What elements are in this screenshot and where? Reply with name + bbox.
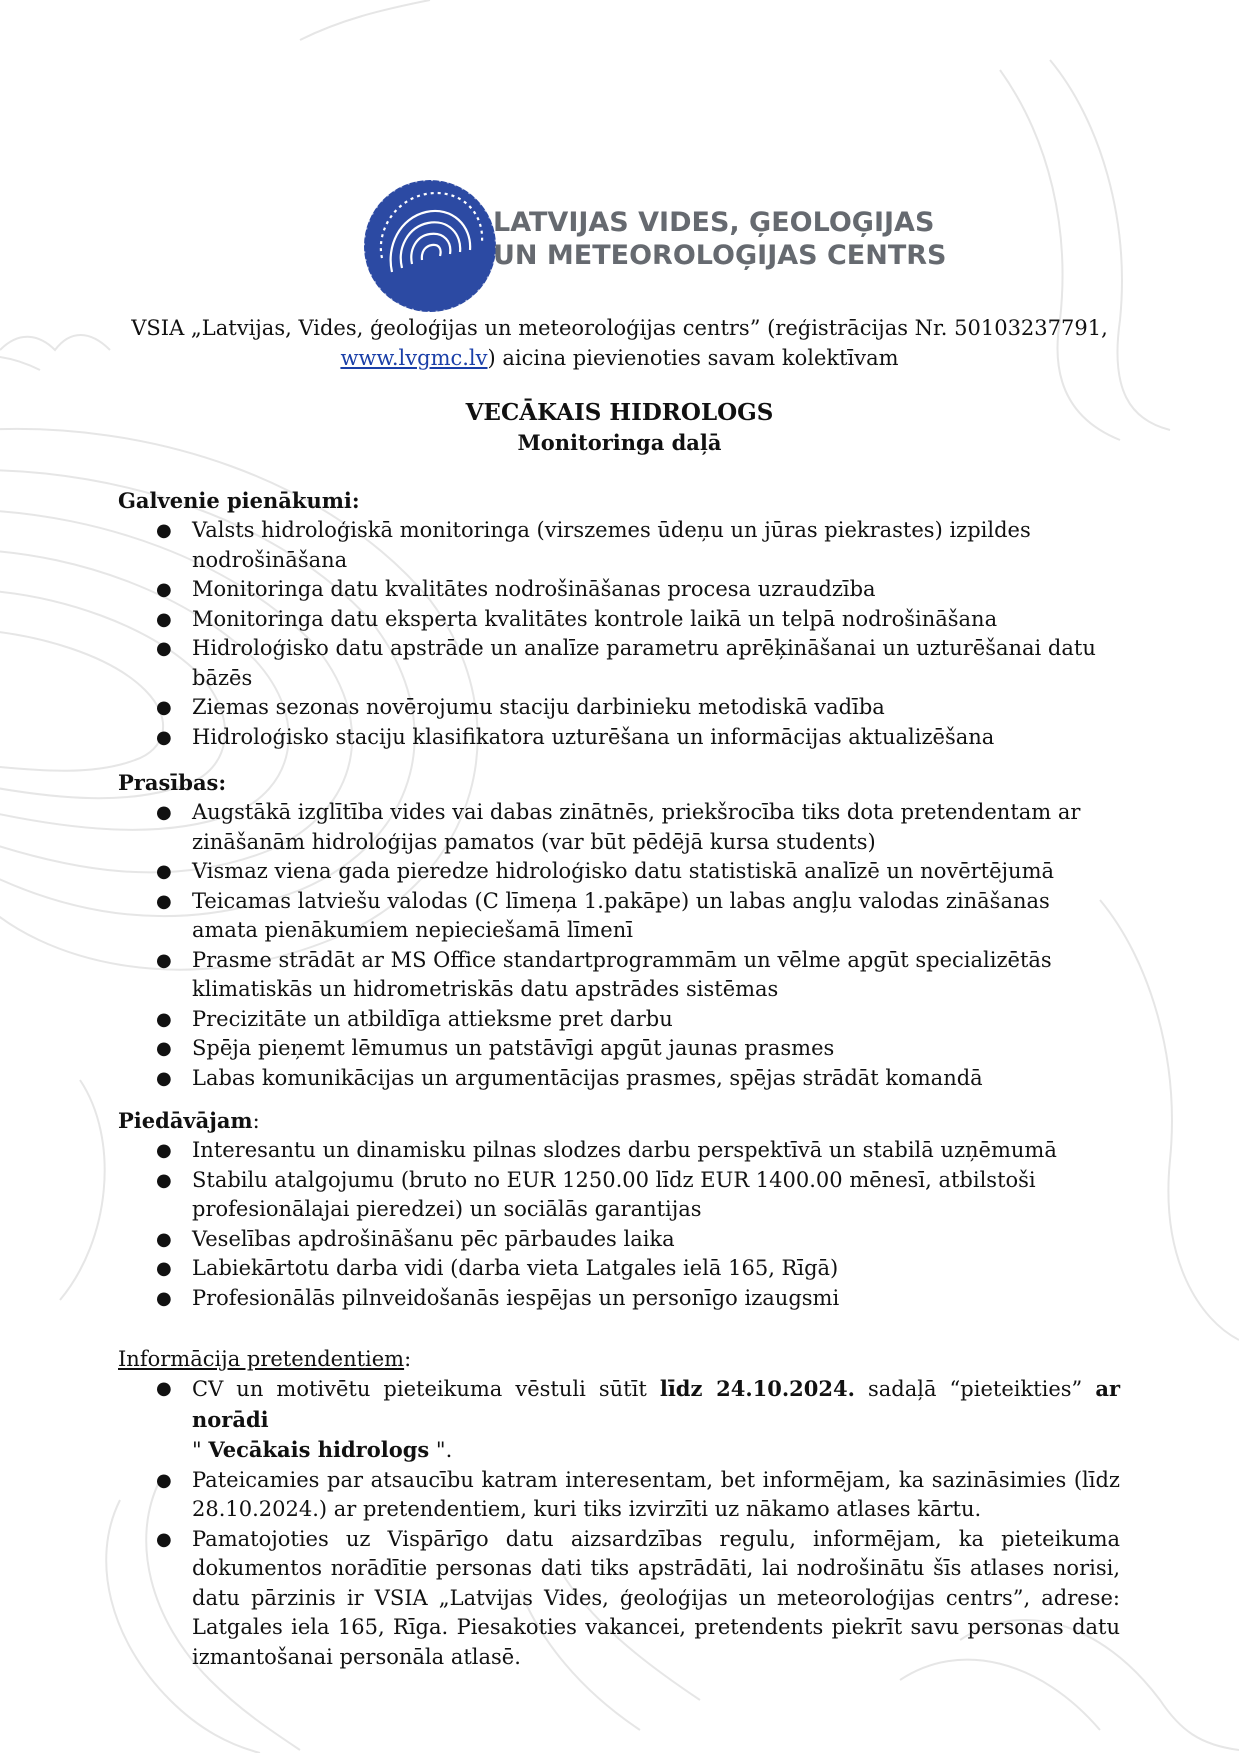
list-item: ● Pateicamies par atsaucību katram interesentam, bet informējam, ka sazināsimies (līdz 28.10.2024.) ar pretendentiem, kuri tiks izvirzīti uz nākamo atlases kārtu. xyxy=(156,1467,1120,1521)
website-link[interactable]: www.lvgmc.lv xyxy=(340,346,488,370)
list-item: ● Augstākā izglītība vides vai dabas zinātnēs, priekšrocība tiks dota pretendentam ar zināšanām hidroloģijas pamatos (var būt pēdējā kursa students) xyxy=(156,800,1081,854)
list-item: ● Precizitāte un atbildīga attieksme pret darbu xyxy=(118,1005,1120,1035)
page-subtitle: Monitoringa daļā xyxy=(517,430,722,455)
requirements-list xyxy=(118,798,1120,1093)
list-item: ● Hidroloģisko datu apstrāde un analīze parametru aprēķināšanai un uzturēšanai datu bāzēs xyxy=(156,636,1096,690)
list-item: ● Prasme strādāt ar MS Office standartprogrammām un vēlme apgūt specializētās klimatiskās un hidrometriskās datu apstrādes sistēmas xyxy=(156,947,1052,1001)
bullet-icon: ● xyxy=(156,861,172,882)
duties-heading: Galvenie pienākumi: xyxy=(118,488,360,513)
bullet-icon: ● xyxy=(156,726,172,748)
info-heading: Informācija pretendentiem: xyxy=(118,1347,412,1371)
list-item: ● Spēja pieņemt lēmumus un patstāvīgi apgūt jaunas prasmes xyxy=(118,1034,1120,1064)
bullet-icon: ● xyxy=(156,1528,172,1550)
list-item: ● CV un motivētu pieteikuma vēstuli sūtīt līdz 24.10.2024. sadaļā “pieteikties” ar norādi " Vecākais hidrologs ". xyxy=(156,1376,1121,1462)
bullet-icon: ● xyxy=(156,949,172,971)
list-item: ● Interesantu un dinamisku pilnas slodzes darbu perspektīvā un stabilā uzņēmumā xyxy=(118,1136,1120,1166)
bullet-icon: ● xyxy=(156,579,172,600)
intro-line-1: VSIA „Latvijas, Vides, ģeoloģijas un meteoroloģijas centrs” (reģistrācijas Nr. 50103237791, xyxy=(131,316,1108,340)
bullet-icon: ● xyxy=(156,890,172,912)
list-item: ● Labiekārtotu darba vidi (darba vieta Latgales ielā 165, Rīgā) xyxy=(118,1254,1120,1284)
list-item: ● Stabilu atalgojumu (bruto no EUR 1250.00 līdz EUR 1400.00 mēnesī, atbilstoši profesionālajai pieredzei) un sociālās garantijas xyxy=(156,1167,1036,1221)
info-list xyxy=(118,1374,1120,1672)
bullet-icon: ● xyxy=(156,608,172,630)
bullet-icon: ● xyxy=(156,1067,172,1089)
bullet-icon: ● xyxy=(156,520,172,541)
list-item: ● Labas komunikācijas un argumentācijas prasmes, spējas strādāt komandā xyxy=(118,1064,1120,1094)
logo-line-2: UN METEOROLOĢIJAS CENTRS xyxy=(493,240,947,271)
list-item: ● Vismaz viena gada pieredze hidroloģisko datu statistiskā analīzē un novērtējumā xyxy=(118,857,1120,887)
logo-line-1: LATVIJAS VIDES, ĢEOLOĢIJAS xyxy=(493,207,935,238)
list-item: ● Hidroloģisko staciju klasifikatora uzturēšana un informācijas aktualizēšana xyxy=(118,723,1120,753)
bullet-icon: ● xyxy=(156,1169,172,1191)
intro-line-2-text: ) aicina pievienoties savam kolektīvam xyxy=(487,346,899,370)
list-item: ● Valsts hidroloģiskā monitoringa (virszemes ūdeņu un jūras piekrastes) izpildes nodrošināšana xyxy=(156,518,1031,572)
list-item: ● Profesionālās pilnveidošanās iespējas un personīgo izaugsmi xyxy=(118,1284,1120,1314)
section-requirements xyxy=(118,768,1120,1093)
bullet-icon: ● xyxy=(156,1258,172,1279)
requirements-heading: Prasības: xyxy=(118,770,227,795)
bullet-icon: ● xyxy=(156,1228,172,1250)
page-title: VECĀKAIS HIDROLOGS xyxy=(465,399,774,426)
list-item: ● Monitoringa datu kvalitātes nodrošināšanas procesa uzraudzība xyxy=(118,575,1120,605)
section-info xyxy=(118,1344,1120,1672)
bullet-icon: ● xyxy=(156,1378,172,1399)
bullet-icon: ● xyxy=(156,697,172,718)
section-offer xyxy=(118,1106,1120,1313)
section-duties xyxy=(118,486,1120,752)
bullet-icon: ● xyxy=(156,1038,172,1059)
list-item: ● Teicamas latviešu valodas (C līmeņa 1.pakāpe) un labas angļu valodas zināšanas amata pienākumiem nepieciešamā līmenī xyxy=(156,888,1050,942)
intro-paragraph xyxy=(100,313,1139,373)
bullet-icon: ● xyxy=(156,1469,172,1491)
duties-list xyxy=(118,516,1120,752)
list-item: ● Pamatojoties uz Vispārīgo datu aizsardzības regulu, informējam, ka pieteikuma dokumentos norādītie personas dati tiks apstrādāti, lai nodrošinātu šīs atlases norisi, datu pārzinis ir VSIA „Latvijas Vides, ģeoloģijas un meteoroloģijas centrs”, adrese: Latgales iela 165, Rīga. Piesakoties vakancei, pretendents piekrīt savu personas datu izmantošanai personāla atlasē. xyxy=(156,1526,1120,1669)
bullet-icon: ● xyxy=(156,1008,172,1030)
offer-heading: Piedāvājam: xyxy=(118,1108,260,1133)
list-item: ● Veselības apdrošināšanu pēc pārbaudes laika xyxy=(118,1225,1120,1255)
bullet-icon: ● xyxy=(156,638,172,659)
bullet-icon: ● xyxy=(156,802,172,823)
intro-line-2 xyxy=(100,343,1139,373)
bullet-icon: ● xyxy=(156,1287,172,1309)
list-item: ● Monitoringa datu eksperta kvalitātes kontrole laikā un telpā nodrošināšana xyxy=(118,605,1120,635)
bullet-icon: ● xyxy=(156,1140,172,1161)
offer-list xyxy=(118,1136,1120,1313)
logo-wordmark xyxy=(493,206,947,272)
list-item: ● Ziemas sezonas novērojumu staciju darbinieku metodiskā vadība xyxy=(118,693,1120,723)
